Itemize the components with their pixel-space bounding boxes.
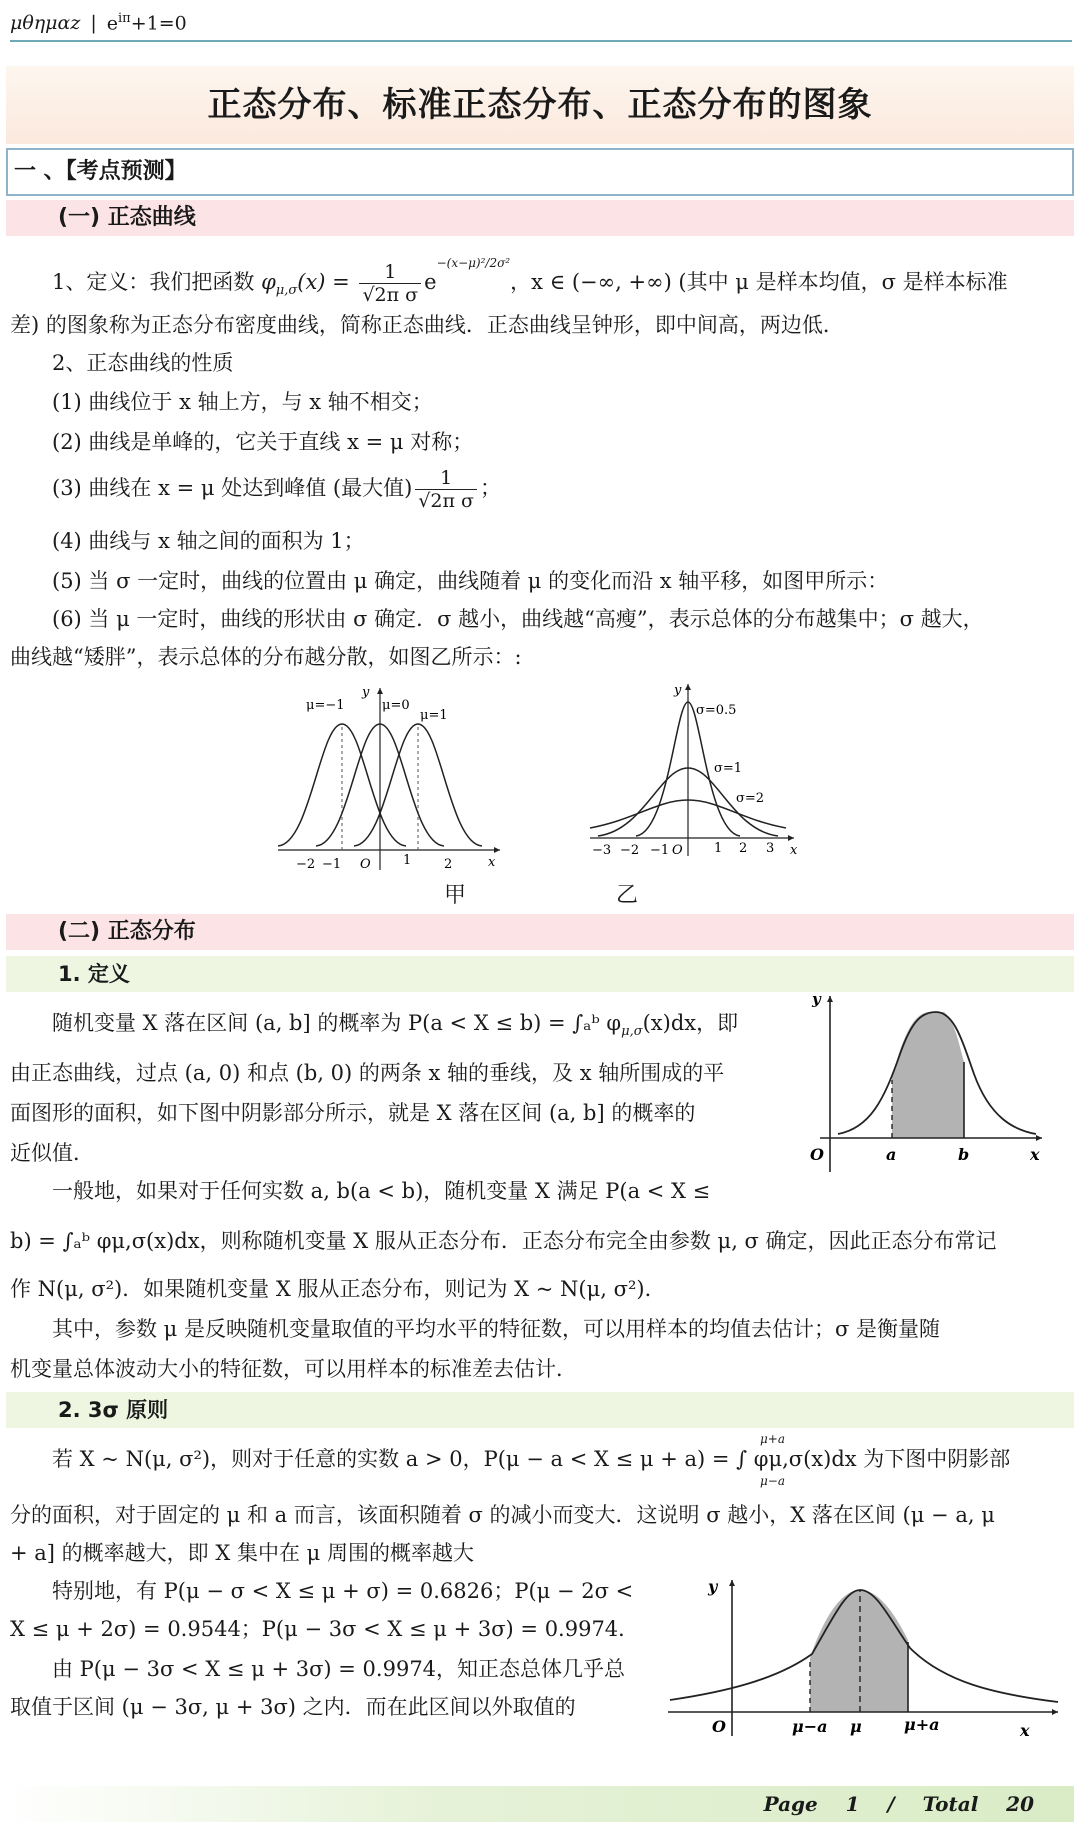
definition2-line-3: 面图形的面积，如下图中阴影部分所示，就是 X 落在区间 (a, b] 的概率的: [10, 1101, 696, 1125]
caption-jia: 甲: [444, 883, 467, 908]
property-6-line-1: (6) 当 μ 一定时，曲线的形状由 σ 确定．σ 越小，曲线越“高瘦”，表示总体的分布越集中；σ 越大，: [52, 607, 984, 631]
tick-2: 2: [444, 857, 453, 870]
tick-origin: O: [360, 857, 371, 870]
rule-line-4: 特别地，有 P(μ − σ < X ≤ μ + σ) = 0.6826；P(μ − 2σ <: [52, 1579, 634, 1603]
definition-heading: 1. 定义: [6, 956, 1074, 992]
rule-line-6: 由 P(μ − 3σ < X ≤ μ + 3σ) = 0.9974，知正态总体几乎总: [52, 1657, 626, 1681]
caption-yi: 乙: [616, 883, 639, 908]
axis-x-label-b: x: [790, 843, 798, 858]
figure-yi: [584, 680, 804, 860]
subsection-normal-curve: (一) 正态曲线: [6, 200, 1074, 236]
origin-label-d: O: [712, 1717, 726, 1736]
integral-upper-limit: μ+a: [760, 1432, 786, 1446]
subsection-normal-distribution: (二) 正态分布: [6, 914, 1074, 950]
label-b: b: [958, 1145, 970, 1164]
definition2-line-6: b) = ∫ₐᵇ φμ,σ(x)dx，则称随机变量 X 服从正态分布．正态分布完全由参数 μ, σ 确定，因此正态分布常记: [10, 1229, 997, 1253]
rule-line-5: X ≤ μ + 2σ) = 0.9544；P(μ − 3σ < X ≤ μ + 3σ) = 0.9974．: [10, 1617, 640, 1641]
tick-2-b: 2: [739, 841, 748, 856]
rule-line-7: 取值于区间 (μ − 3σ, μ + 3σ) 之内．而在此区间以外取值的: [10, 1695, 576, 1719]
axis-x-label-d: x: [1020, 1721, 1030, 1740]
definition2-line-7: 作 N(μ, σ²)．如果随机变量 X 服从正态分布，则记为 X ~ N(μ, σ²)．: [10, 1277, 666, 1301]
label-mu-1: μ=1: [420, 708, 448, 723]
total-pages: 20: [1006, 1792, 1034, 1816]
property-3: (3) 曲线在 x = μ 处达到峰值 (最大值) $\frac{1}{\text{√2π σ}}$ ；: [52, 467, 501, 512]
axis-y-label-d: y: [708, 1577, 718, 1596]
integral-lower-limit: μ−a: [760, 1474, 786, 1488]
definition2-line-8: 其中，参数 μ 是反映随机变量取值的平均水平的特征数，可以用样本的均值去估计；σ 是衡量随: [52, 1317, 941, 1341]
page-header: [10, 6, 1072, 42]
definition2-line-1: 随机变量 X 落在区间 (a, b] 的概率为 P(a < X ≤ b) = ∫ₐᵇ $\varphi_{\mu,\sigma}(x)dx$，即: [52, 1011, 739, 1040]
page-title: 正态分布、标准正态分布、正态分布的图象: [6, 66, 1074, 144]
brand-name: μθημαz: [10, 12, 81, 34]
tick-1-b: 1: [714, 841, 723, 856]
tick-neg-2-b: −2: [620, 843, 640, 858]
tick-neg-1: −1: [322, 857, 342, 870]
page-number: 1: [845, 1792, 860, 1816]
definition2-line-9: 机变量总体波动大小的特征数，可以用样本的标准差去估计．: [10, 1357, 577, 1381]
label-mu-minus-a: μ−a: [792, 1717, 828, 1736]
figure-shaded-mu-a: [664, 1576, 1064, 1742]
property-5: (5) 当 σ 一定时，曲线的位置由 μ 确定，曲线随着 μ 的变化而沿 x 轴平移，如图甲所示：: [52, 569, 889, 593]
label-mu-plus-a: μ+a: [904, 1715, 940, 1734]
axis-y-label: y: [362, 685, 370, 700]
rule-line-2: 分的面积，对于固定的 μ 和 a 而言，该面积随着 σ 的减小而变大．这说明 σ 越小，X 落在区间 (μ − a, μ: [10, 1503, 995, 1527]
tick-neg-3: −3: [592, 843, 612, 858]
density-fraction: $\frac{1}{\text{√2π σ}}$: [359, 261, 421, 306]
three-sigma-heading: 2. 3σ 原则: [6, 1392, 1074, 1428]
label-mu: μ: [850, 1717, 862, 1736]
axis-x-label: x: [488, 855, 496, 870]
properties-heading: 2、正态曲线的性质: [52, 351, 234, 375]
definition2-line-4: 近似值．: [10, 1141, 94, 1165]
label-a: a: [886, 1145, 897, 1164]
definition-line-1: 1、定义：我们把函数 $\varphi_{\mu,\sigma}(x)$ = $\frac{1}{\text{√2π σ}}$ $e^{-(x-\mu)^2/2\sigma^2}$，x ∈ (−∞, +∞) (其中 μ 是样本均值，σ 是样本标准: [52, 256, 1008, 306]
section-heading-forecast: 一 、【考点预测】: [6, 148, 1074, 196]
rule-line-3: + a] 的概率越大，即 X 集中在 μ 周围的概率越大: [10, 1541, 474, 1565]
tick-neg-2: −2: [296, 857, 316, 870]
axis-y-label-c: y: [812, 990, 821, 1008]
header-separator: |: [90, 12, 97, 34]
axis-y-label-b: y: [674, 683, 682, 698]
property-1: (1) 曲线位于 x 轴上方，与 x 轴不相交；: [52, 390, 433, 414]
definition2-line-2: 由正态曲线，过点 (a, 0) 和点 (b, 0) 的两条 x 轴的垂线，及 x 轴所围成的平: [10, 1061, 725, 1085]
tick-origin-b: O: [672, 843, 683, 858]
rule-line-1: 若 X ~ N(μ, σ²)，则对于任意的实数 a > 0，P(μ − a < X ≤ μ + a) = ∫ φμ,σ(x)dx 为下图中阴影部: [52, 1447, 1011, 1471]
page-label: Page: [763, 1792, 818, 1816]
label-sigma-1: σ=1: [714, 761, 743, 776]
tick-1: 1: [403, 853, 412, 868]
label-sigma-0-5: σ=0.5: [696, 703, 737, 718]
definition-line-2: 差) 的图象称为正态分布密度曲线，简称正态曲线．正态曲线呈钟形，即中间高，两边低．: [10, 313, 844, 337]
property-2: (2) 曲线是单峰的，它关于直线 x = μ 对称；: [52, 430, 474, 454]
page-slash: /: [887, 1792, 895, 1816]
property-4: (4) 曲线与 x 轴之间的面积为 1；: [52, 529, 365, 553]
origin-label-c: O: [810, 1145, 824, 1164]
header-formula: $e^{i\pi}+1=0$: [106, 11, 187, 35]
label-mu-minus-1: μ=−1: [306, 698, 345, 713]
tick-neg-1-b: −1: [650, 843, 670, 858]
exponent: −(x−μ)²/2σ²: [436, 256, 511, 270]
label-sigma-2: σ=2: [736, 791, 765, 806]
definition2-line-5: 一般地，如果对于任何实数 a, b(a < b)，随机变量 X 满足 P(a < X ≤: [52, 1179, 711, 1203]
total-label: Total: [922, 1792, 979, 1816]
property-6-line-2: 曲线越“矮胖”，表示总体的分布越分散，如图乙所示：:: [10, 645, 522, 669]
axis-x-label-c: x: [1030, 1145, 1040, 1164]
figure-shaded-ab: [804, 990, 1054, 1180]
page-footer: [6, 1786, 1074, 1822]
tick-3-b: 3: [766, 841, 775, 856]
figure-jia: [270, 684, 510, 870]
label-mu-0: μ=0: [382, 698, 410, 713]
